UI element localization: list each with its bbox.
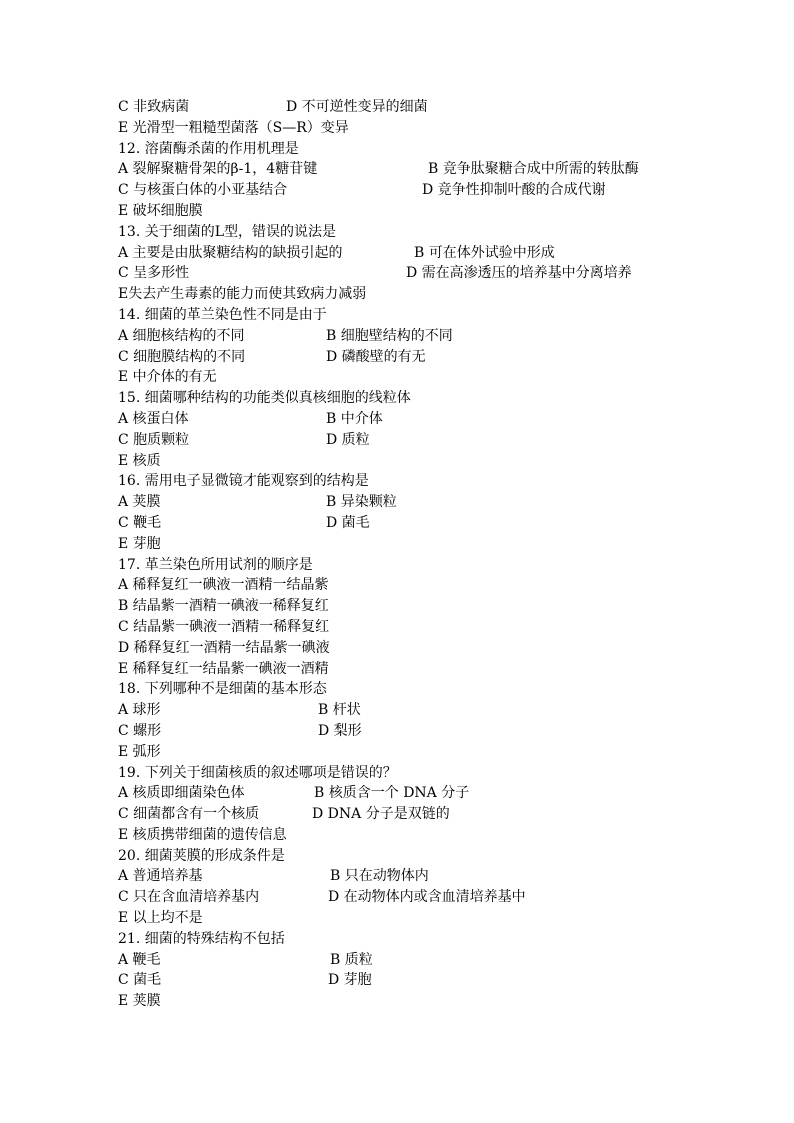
text-line bbox=[118, 596, 758, 617]
option-column-2: D 不可逆性变异的细菌 bbox=[286, 99, 428, 115]
option-column-2: B 核质含一个 DNA 分子 bbox=[314, 785, 470, 802]
text-line bbox=[118, 180, 758, 201]
text-segment: A 主要是由肽聚糖结构的缺损引起的 bbox=[118, 244, 343, 261]
text-segment: E 弧形 bbox=[118, 743, 161, 760]
text-segment: E 中介体的有无 bbox=[118, 369, 217, 386]
option-column-2: D DNA 分子是双链的 bbox=[312, 806, 450, 823]
text-segment: A 核蛋白体 bbox=[118, 410, 189, 427]
text-line bbox=[118, 783, 758, 804]
option-column-2: B 细胞壁结构的不同 bbox=[326, 327, 453, 344]
text-segment: C 结晶紫一碘液一酒精一稀释复红 bbox=[118, 618, 330, 635]
option-column-2: D 芽胞 bbox=[328, 972, 372, 989]
text-segment: E 核质 bbox=[118, 452, 161, 469]
text-segment: E 破坏细胞膜 bbox=[118, 202, 203, 219]
text-segment: A 鞭毛 bbox=[118, 951, 161, 968]
text-line bbox=[118, 263, 758, 284]
text-segment: C 鞭毛 bbox=[118, 514, 162, 531]
option-column-2: B 只在动物体内 bbox=[330, 868, 429, 885]
text-line bbox=[118, 534, 758, 555]
text-segment: C 螺形 bbox=[118, 722, 162, 739]
text-line bbox=[118, 159, 758, 180]
text-line bbox=[118, 575, 758, 596]
text-line bbox=[118, 305, 758, 326]
text-line bbox=[118, 367, 758, 388]
text-segment: E失去产生毒素的能力而使其致病力减弱 bbox=[118, 286, 367, 303]
option-column-2: B 杆状 bbox=[318, 702, 361, 719]
option-column-2: D 在动物体内或含血清培养基中 bbox=[328, 889, 526, 906]
text-segment: C 细胞膜结构的不同 bbox=[118, 348, 246, 365]
text-segment: C 呈多形性 bbox=[118, 265, 190, 282]
text-line bbox=[118, 700, 758, 721]
option-column-2: B 中介体 bbox=[326, 410, 383, 427]
option-column-2: B 可在体外试验中形成 bbox=[414, 244, 555, 261]
option-column-2: B 质粒 bbox=[330, 951, 373, 968]
text-line bbox=[118, 201, 758, 222]
text-line bbox=[118, 659, 758, 680]
text-line bbox=[118, 118, 758, 139]
text-segment: E 稀释复红一结晶紫一碘液一酒精 bbox=[118, 660, 329, 677]
text-line bbox=[118, 970, 758, 991]
option-column-2: D 需在高渗透压的培养基中分离培养 bbox=[406, 265, 632, 282]
text-segment: C 胞质颗粒 bbox=[118, 431, 190, 448]
text-line bbox=[118, 617, 758, 638]
text-segment: 14. 细菌的革兰染色性不同是由于 bbox=[118, 306, 327, 323]
text-segment: B 结晶紫一酒精一碘液一稀释复红 bbox=[118, 598, 329, 615]
text-segment: A 核质即细菌染色体 bbox=[118, 785, 245, 802]
text-line bbox=[118, 804, 758, 825]
text-segment: C 非致病菌 bbox=[118, 99, 190, 115]
text-line bbox=[118, 825, 758, 846]
text-line bbox=[118, 846, 758, 867]
text-segment: C 细菌都含有一个核质 bbox=[118, 806, 260, 823]
text-line bbox=[118, 555, 758, 576]
text-segment: A 细胞核结构的不同 bbox=[118, 327, 245, 344]
text-segment: C 菌毛 bbox=[118, 972, 162, 989]
text-line bbox=[118, 950, 758, 971]
text-line bbox=[118, 451, 758, 472]
text-line bbox=[118, 513, 758, 534]
text-segment: A 荚膜 bbox=[118, 494, 161, 511]
text-line bbox=[118, 638, 758, 659]
text-line bbox=[118, 409, 758, 430]
text-segment: 18. 下列哪种不是细菌的基本形态 bbox=[118, 681, 327, 698]
text-segment: A 稀释复红一碘液一酒精一结晶紫 bbox=[118, 577, 329, 594]
text-line bbox=[118, 929, 758, 950]
text-segment: D 稀释复红一酒精一结晶紫一碘液 bbox=[118, 639, 330, 656]
text-line bbox=[118, 139, 758, 160]
option-column-2: D 菌毛 bbox=[326, 514, 370, 531]
text-line bbox=[118, 388, 758, 409]
text-segment: 21. 细菌的特殊结构不包括 bbox=[118, 930, 285, 947]
text-segment: 12. 溶菌酶杀菌的作用机理是 bbox=[118, 140, 299, 157]
text-segment: 19. 下列关于细菌核质的叙述哪项是错误的？ bbox=[118, 764, 397, 781]
document-body bbox=[118, 97, 758, 1012]
text-line bbox=[118, 430, 758, 451]
option-column-2: D 竞争性抑制叶酸的合成代谢 bbox=[422, 182, 606, 199]
option-column-2: D 质粒 bbox=[326, 431, 370, 448]
text-segment: A 普通培养基 bbox=[118, 868, 203, 885]
text-segment: C 只在含血清培养基内 bbox=[118, 889, 260, 906]
text-line bbox=[118, 492, 758, 513]
text-line bbox=[118, 763, 758, 784]
text-line bbox=[118, 243, 758, 264]
text-line bbox=[118, 471, 758, 492]
text-segment: C 与核蛋白体的小亚基结合 bbox=[118, 182, 288, 199]
option-column-2: D 磷酸壁的有无 bbox=[326, 348, 426, 365]
text-line bbox=[118, 284, 758, 305]
text-line bbox=[118, 326, 758, 347]
text-line bbox=[118, 679, 758, 700]
option-column-2: B 竞争肽聚糖合成中所需的转肽酶 bbox=[428, 161, 639, 178]
text-segment: 16. 需用电子显微镜才能观察到的结构是 bbox=[118, 473, 369, 490]
text-segment: E 荚膜 bbox=[118, 993, 161, 1010]
text-line bbox=[118, 347, 758, 368]
text-segment: E 光滑型一粗糙型菌落（S—R）变异 bbox=[118, 119, 349, 136]
text-line bbox=[118, 887, 758, 908]
text-segment: 17. 革兰染色所用试剂的顺序是 bbox=[118, 556, 313, 573]
text-line bbox=[118, 97, 758, 118]
text-segment: A 裂解聚糖骨架的β-1，4糖苷键 bbox=[118, 161, 318, 178]
text-segment: E 芽胞 bbox=[118, 535, 161, 552]
text-line bbox=[118, 991, 758, 1012]
text-segment: 13. 关于细菌的L型，错误的说法是 bbox=[118, 223, 337, 240]
text-segment: 20. 细菌荚膜的形成条件是 bbox=[118, 847, 285, 864]
text-line bbox=[118, 222, 758, 243]
text-line bbox=[118, 742, 758, 763]
text-segment: A 球形 bbox=[118, 702, 161, 719]
text-segment: 15. 细菌哪种结构的功能类似真核细胞的线粒体 bbox=[118, 390, 411, 407]
text-line bbox=[118, 721, 758, 742]
text-segment: E 以上均不是 bbox=[118, 910, 203, 927]
text-segment: E 核质携带细菌的遗传信息 bbox=[118, 826, 287, 843]
option-column-2: D 梨形 bbox=[318, 722, 362, 739]
text-line bbox=[118, 908, 758, 929]
option-column-2: B 异染颗粒 bbox=[326, 494, 397, 511]
text-line bbox=[118, 866, 758, 887]
